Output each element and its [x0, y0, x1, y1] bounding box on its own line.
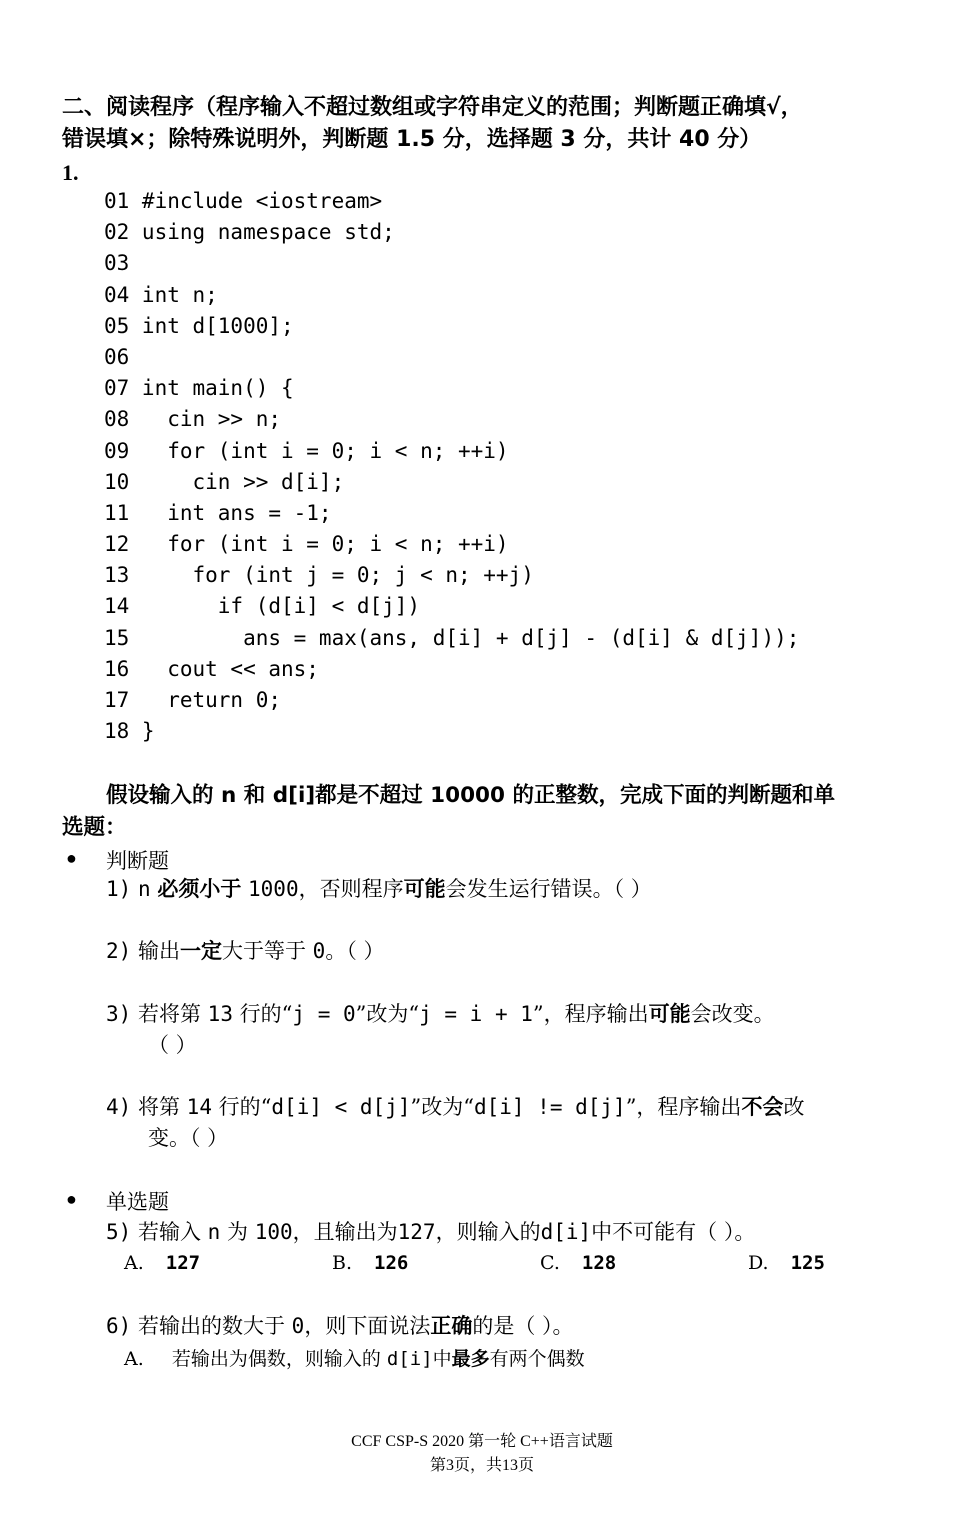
q6-num: 6) — [106, 1314, 132, 1338]
q3-bold1: 可能 — [648, 1002, 691, 1026]
single-choice-title: 单选题 — [106, 1190, 169, 1214]
code-line: 13 for (int j = 0; j < n; ++j) — [104, 563, 534, 588]
code-line: 09 for (int i = 0; i < n; ++i) — [104, 438, 509, 463]
q1-bold1: 必须小于 — [157, 877, 242, 901]
tf-question-1 — [106, 874, 886, 905]
sc-question-5 — [106, 1217, 886, 1248]
q6a-text3: 有两个偶数 — [489, 1348, 585, 1370]
q2-text1: 输出 — [137, 939, 180, 963]
section-header-line1: 二、阅读程序（程序输入不超过数组或字符串定义的范围；判断题正确填√， — [62, 95, 803, 120]
code-line: 10 cin >> d[i]; — [104, 469, 345, 494]
tf-question-4 — [106, 1092, 886, 1154]
q6a-bold: 最多 — [451, 1348, 490, 1370]
code-line: 11 int ans = -1; — [104, 500, 332, 525]
option-letter: B. — [332, 1252, 353, 1274]
code-line: 01 #include <iostream> — [104, 189, 383, 213]
q6a-text2: 中 — [432, 1348, 452, 1370]
q4-code2: d[i] != d[j] — [473, 1095, 626, 1119]
q6a-di: d[i] — [386, 1348, 433, 1370]
tf-question-3 — [106, 999, 886, 1061]
code-line: 04 int n; — [104, 282, 218, 307]
section-header-line2: 错误填×；除特殊说明外，判断题 1.5 分，选择题 3 分，共计 40 分） — [62, 127, 762, 152]
q6-zero: 0 — [291, 1314, 305, 1338]
q4-line: 14 — [186, 1095, 212, 1119]
option-value: 126 — [374, 1252, 409, 1274]
q3-answer-blank: （ ） — [148, 1033, 197, 1057]
assumption-line1: 假设输入的 n 和 d[i]都是不超过 10000 的正整数，完成下面的判断题和单 — [106, 783, 835, 808]
code-line: 12 for (int i = 0; i < n; ++i) — [104, 532, 509, 557]
q4-bold1: 不会 — [741, 1095, 784, 1119]
q2-num: 2) — [106, 939, 132, 963]
q1-bold2: 可能 — [403, 877, 446, 901]
q5-text2: 为 — [227, 1220, 249, 1244]
code-line: 05 int d[1000]; — [104, 313, 294, 338]
q6a-text1: 若输出为偶数，则输入的 — [171, 1348, 381, 1370]
q3-code2: j = i + 1 — [419, 1002, 533, 1026]
code-line: 06 — [104, 344, 130, 369]
option-letter: C. — [540, 1252, 560, 1274]
q1-num-value: 1000 — [248, 877, 299, 901]
option-value: 128 — [581, 1252, 617, 1274]
q3-line: 13 — [207, 1002, 233, 1026]
option-d[interactable] — [748, 1252, 825, 1274]
q4-text4: ”，程序输出 — [625, 1095, 742, 1119]
q5-text3: ，且输出为 — [292, 1220, 398, 1244]
q5-127: 127 — [397, 1220, 436, 1244]
q3-text2: 行的“ — [239, 1002, 293, 1026]
q5-text1: 若输入 — [137, 1220, 201, 1244]
q6-text3: 的是（ ）。 — [472, 1314, 574, 1338]
option-letter: A. — [124, 1348, 144, 1370]
q2-text2: 大于等于 — [221, 939, 306, 963]
sc-question-6 — [106, 1311, 886, 1342]
q3-text5: 会改变。 — [690, 1002, 775, 1026]
q4-code1: d[i] < d[j] — [271, 1095, 411, 1119]
q4-text2: 行的“ — [218, 1095, 272, 1119]
q5-num: 5) — [106, 1220, 132, 1244]
q3-text3: ”改为“ — [355, 1002, 420, 1026]
assumption-line2: 选题： — [62, 815, 127, 840]
q4-num: 4) — [106, 1095, 132, 1119]
q6-bold1: 正确 — [430, 1314, 473, 1338]
q4-text5: 改 — [783, 1095, 805, 1119]
footer-page-number: 第3页，共13页 — [429, 1457, 534, 1474]
option-c[interactable] — [540, 1252, 616, 1274]
q2-zero: 0 — [312, 939, 326, 963]
q6-text2: ，则下面说法 — [304, 1314, 431, 1338]
q1-var: n — [137, 877, 151, 901]
code-line: 17 return 0; — [104, 688, 282, 712]
q2-bold1: 一定 — [179, 939, 222, 963]
code-line: 16 cout << ans; — [104, 656, 319, 681]
q1-text1: ，否则程序 — [298, 877, 404, 901]
code-line: 15 ans = max(ans, d[i] + d[j] - (d[i] & d[j])); — [104, 625, 800, 650]
option-letter: D. — [748, 1252, 769, 1274]
q5-n: n — [207, 1220, 221, 1244]
footer-title: CCF CSP-S 2020 第一轮 C++语言试题 — [351, 1433, 613, 1450]
code-line: 07 int main() { — [104, 376, 294, 401]
q5-di: d[i] — [540, 1220, 592, 1244]
q5-100: 100 — [254, 1220, 293, 1244]
option-letter: A. — [124, 1252, 144, 1274]
code-line: 18 } — [104, 719, 155, 744]
q3-text4: ”，程序输出 — [532, 1002, 649, 1026]
code-line: 02 using namespace std; — [104, 220, 395, 245]
option-value: 127 — [165, 1252, 201, 1274]
code-block — [104, 186, 799, 747]
question-number: 1. — [62, 160, 79, 185]
q2-text3: 。（ ） — [325, 939, 385, 963]
option-b[interactable] — [332, 1252, 408, 1274]
section-header — [62, 92, 922, 156]
code-line: 14 if (d[i] < d[j]) — [104, 594, 421, 619]
bullet-icon: ● — [66, 848, 77, 868]
code-line: 08 cin >> n; — [104, 407, 282, 432]
page-footer — [0, 1430, 964, 1478]
option-value: 125 — [790, 1252, 825, 1274]
q1-num: 1) — [106, 877, 132, 901]
q6-option-a[interactable] — [124, 1344, 585, 1371]
q3-code1: j = 0 — [292, 1002, 356, 1026]
q3-num: 3) — [106, 1002, 132, 1026]
q4-answer-blank: 变。（ ） — [148, 1126, 229, 1150]
q3-text1: 若将第 — [137, 1002, 201, 1026]
q4-text3: ”改为“ — [410, 1095, 474, 1119]
true-false-title: 判断题 — [106, 849, 169, 873]
tf-question-2 — [106, 936, 886, 967]
code-line: 03 — [104, 251, 130, 276]
q4-text1: 将第 — [137, 1095, 180, 1119]
q5-text5: 中不可能有（ ）。 — [591, 1220, 756, 1244]
q1-text2: 会发生运行错误。（ ） — [445, 877, 652, 901]
assumption-text — [62, 780, 922, 844]
option-a[interactable] — [124, 1252, 200, 1274]
q6-text1: 若输出的数大于 — [137, 1314, 285, 1338]
bullet-icon: ● — [66, 1189, 77, 1209]
q5-text4: ，则输入的 — [435, 1220, 541, 1244]
